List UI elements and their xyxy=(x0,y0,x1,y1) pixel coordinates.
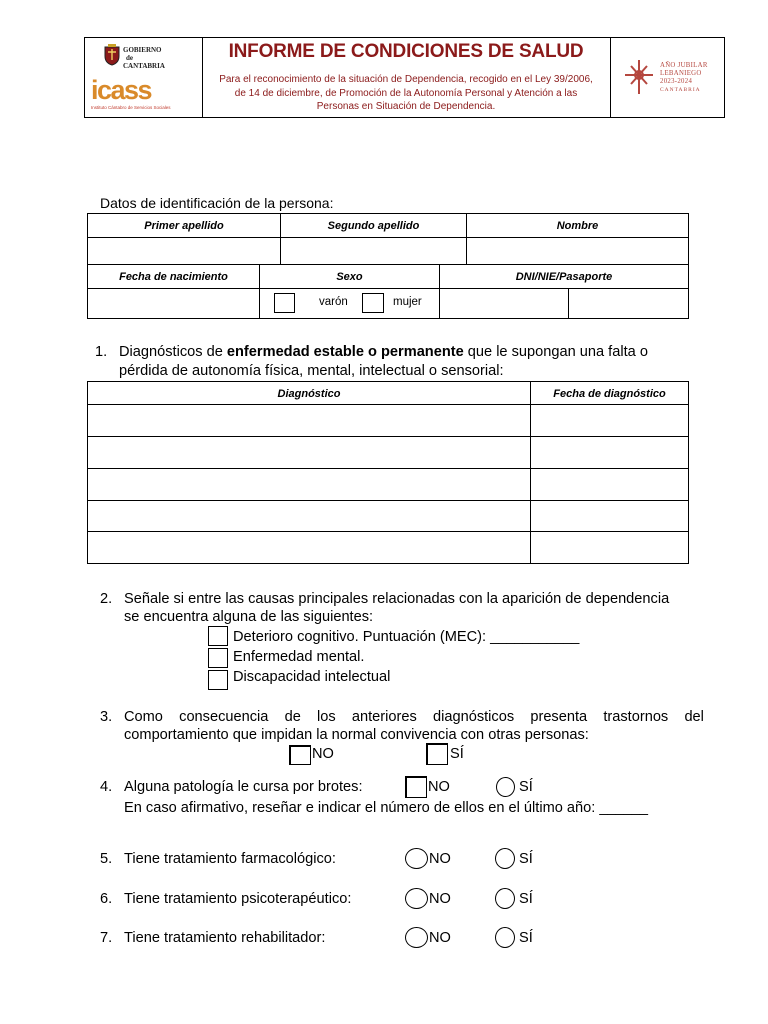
q7-no-label: NO xyxy=(429,930,451,946)
checkbox-q4-no[interactable] xyxy=(405,776,427,798)
page-title: INFORME DE CONDICIONES DE SALUD xyxy=(228,41,584,62)
checkbox-deterioro-cognitivo[interactable] xyxy=(208,626,228,646)
q2-line2: se encuentra alguna de las siguientes: xyxy=(124,609,374,625)
q3-word: diagnósticos xyxy=(433,709,515,725)
segundo-apellido-field[interactable] xyxy=(280,237,467,265)
radio-q7-no[interactable] xyxy=(405,927,428,948)
q5-si-label: SÍ xyxy=(519,851,533,867)
q3-line2: comportamiento que impidan la normal convivencia con otras personas: xyxy=(124,727,589,743)
q5-text: Tiene tratamiento farmacológico: xyxy=(124,851,336,867)
q3-word: del xyxy=(684,709,704,725)
header-dni: DNI/NIE/Pasaporte xyxy=(439,264,689,289)
q4-text: Alguna patología le cursa por brotes: xyxy=(124,779,363,795)
q3-word: anteriores xyxy=(351,709,417,725)
dni-field-1[interactable] xyxy=(439,288,569,319)
diagnostico-cell[interactable] xyxy=(87,404,531,437)
radio-q5-si[interactable] xyxy=(495,848,515,869)
q3-word: Como xyxy=(124,709,163,725)
q6-si-label: SÍ xyxy=(519,891,533,907)
fecha-cell[interactable] xyxy=(530,468,689,501)
radio-q6-si[interactable] xyxy=(495,888,515,909)
header-nombre: Nombre xyxy=(466,213,689,238)
header-fecha-nacimiento: Fecha de nacimiento xyxy=(87,264,260,289)
checkbox-q3-no[interactable] xyxy=(289,745,311,765)
header-diagnostico: Diagnóstico xyxy=(87,381,531,405)
jubilee-text: AÑO JUBILAR LEBANIEGO 2023-2024 CANTABRIA xyxy=(660,62,708,93)
primer-apellido-field[interactable] xyxy=(87,237,281,265)
header-logos xyxy=(85,38,203,117)
q6-text: Tiene tratamiento psicoterapéutico: xyxy=(124,891,352,907)
nombre-field[interactable] xyxy=(466,237,689,265)
header-fecha-diagnostico: Fecha de diagnóstico xyxy=(530,381,689,405)
radio-q4-si[interactable] xyxy=(496,777,515,797)
page-subtitle: Para el reconocimiento de la situación de Dependencia, recogido en el Ley 39/2006, de 14 de diciembre, de Promoción de la Autonomía Personal y Atención a las Personas en Situación de Dependencia. xyxy=(219,74,593,112)
checkbox-varon[interactable] xyxy=(274,293,295,313)
q6-no-label: NO xyxy=(429,891,451,907)
q1-text-before: Diagnósticos de xyxy=(119,344,227,360)
q3-word: consecuencia xyxy=(179,709,269,725)
q1-text-bold: enfermedad estable o permanente xyxy=(226,344,464,360)
jubilee-logo xyxy=(610,38,724,117)
q4-no-label: NO xyxy=(428,779,450,795)
identification-heading: Datos de identificación de la persona: xyxy=(100,195,334,211)
icass-logo: icass xyxy=(91,75,152,105)
radio-q5-no[interactable] xyxy=(405,848,428,869)
header-primer-apellido: Primer apellido xyxy=(87,213,281,238)
dni-field-2[interactable] xyxy=(568,288,689,319)
diagnostico-cell[interactable] xyxy=(87,531,531,564)
q3-number: 3. xyxy=(100,709,113,725)
option-deterioro-cognitivo: Deterioro cognitivo. Puntuación (MEC): ___________ xyxy=(233,629,580,645)
gobierno-crest-icon xyxy=(103,44,121,66)
q1-text-after: que le supongan una falta o xyxy=(463,344,648,360)
q1-number: 1. xyxy=(95,344,108,360)
q3-word: trastornos xyxy=(603,709,669,725)
fecha-cell[interactable] xyxy=(530,404,689,437)
option-enfermedad-mental: Enfermedad mental. xyxy=(233,649,365,665)
header-segundo-apellido: Segundo apellido xyxy=(280,213,467,238)
q7-text: Tiene tratamiento rehabilitador: xyxy=(124,930,326,946)
q5-number: 5. xyxy=(100,851,113,867)
label-mujer: mujer xyxy=(393,296,422,308)
q3-word: de xyxy=(284,709,301,725)
radio-q6-no[interactable] xyxy=(405,888,428,909)
header-box xyxy=(84,37,725,118)
q7-si-label: SÍ xyxy=(519,930,533,946)
diagnostico-cell[interactable] xyxy=(87,468,531,501)
q6-number: 6. xyxy=(100,891,113,907)
q2-number: 2. xyxy=(100,591,113,607)
checkbox-discapacidad-intelectual[interactable] xyxy=(208,670,228,690)
gobierno-logo-text: GOBIERNO de CANTABRIA xyxy=(123,46,165,70)
q3-si-label: SÍ xyxy=(450,746,464,762)
q7-number: 7. xyxy=(100,930,113,946)
fecha-cell[interactable] xyxy=(530,500,689,532)
q1-line2: pérdida de autonomía física, mental, intelectual o sensorial: xyxy=(119,363,504,379)
q3-no-label: NO xyxy=(312,746,334,762)
fecha-nacimiento-field[interactable] xyxy=(87,288,260,319)
label-varon: varón xyxy=(319,296,348,308)
q3-line1 xyxy=(124,709,704,725)
q5-no-label: NO xyxy=(429,851,451,867)
q3-word: presenta xyxy=(530,709,588,725)
diagnostico-cell[interactable] xyxy=(87,436,531,469)
diagnostico-cell[interactable] xyxy=(87,500,531,532)
q4-line2: En caso afirmativo, reseñar e indicar el número de ellos en el último año: ______ xyxy=(124,800,649,816)
checkbox-q3-si[interactable] xyxy=(426,743,448,765)
q1-line1 xyxy=(119,344,648,360)
radio-q7-si[interactable] xyxy=(495,927,515,948)
jubilee-cross-icon xyxy=(622,58,656,96)
q4-number: 4. xyxy=(100,779,113,795)
fecha-cell[interactable] xyxy=(530,436,689,469)
checkbox-mujer[interactable] xyxy=(362,293,384,313)
q4-si-label: SÍ xyxy=(519,779,533,795)
option-discapacidad-intelectual: Discapacidad intelectual xyxy=(233,669,391,685)
fecha-cell[interactable] xyxy=(530,531,689,564)
checkbox-enfermedad-mental[interactable] xyxy=(208,648,228,668)
header-title-block xyxy=(202,38,611,117)
icass-subtitle: Instituto Cántabro de Servicios Sociales xyxy=(91,105,171,110)
header-sexo: Sexo xyxy=(259,264,440,289)
q2-line1: Señale si entre las causas principales relacionadas con la aparición de dependencia xyxy=(124,591,670,607)
q3-word: los xyxy=(317,709,336,725)
